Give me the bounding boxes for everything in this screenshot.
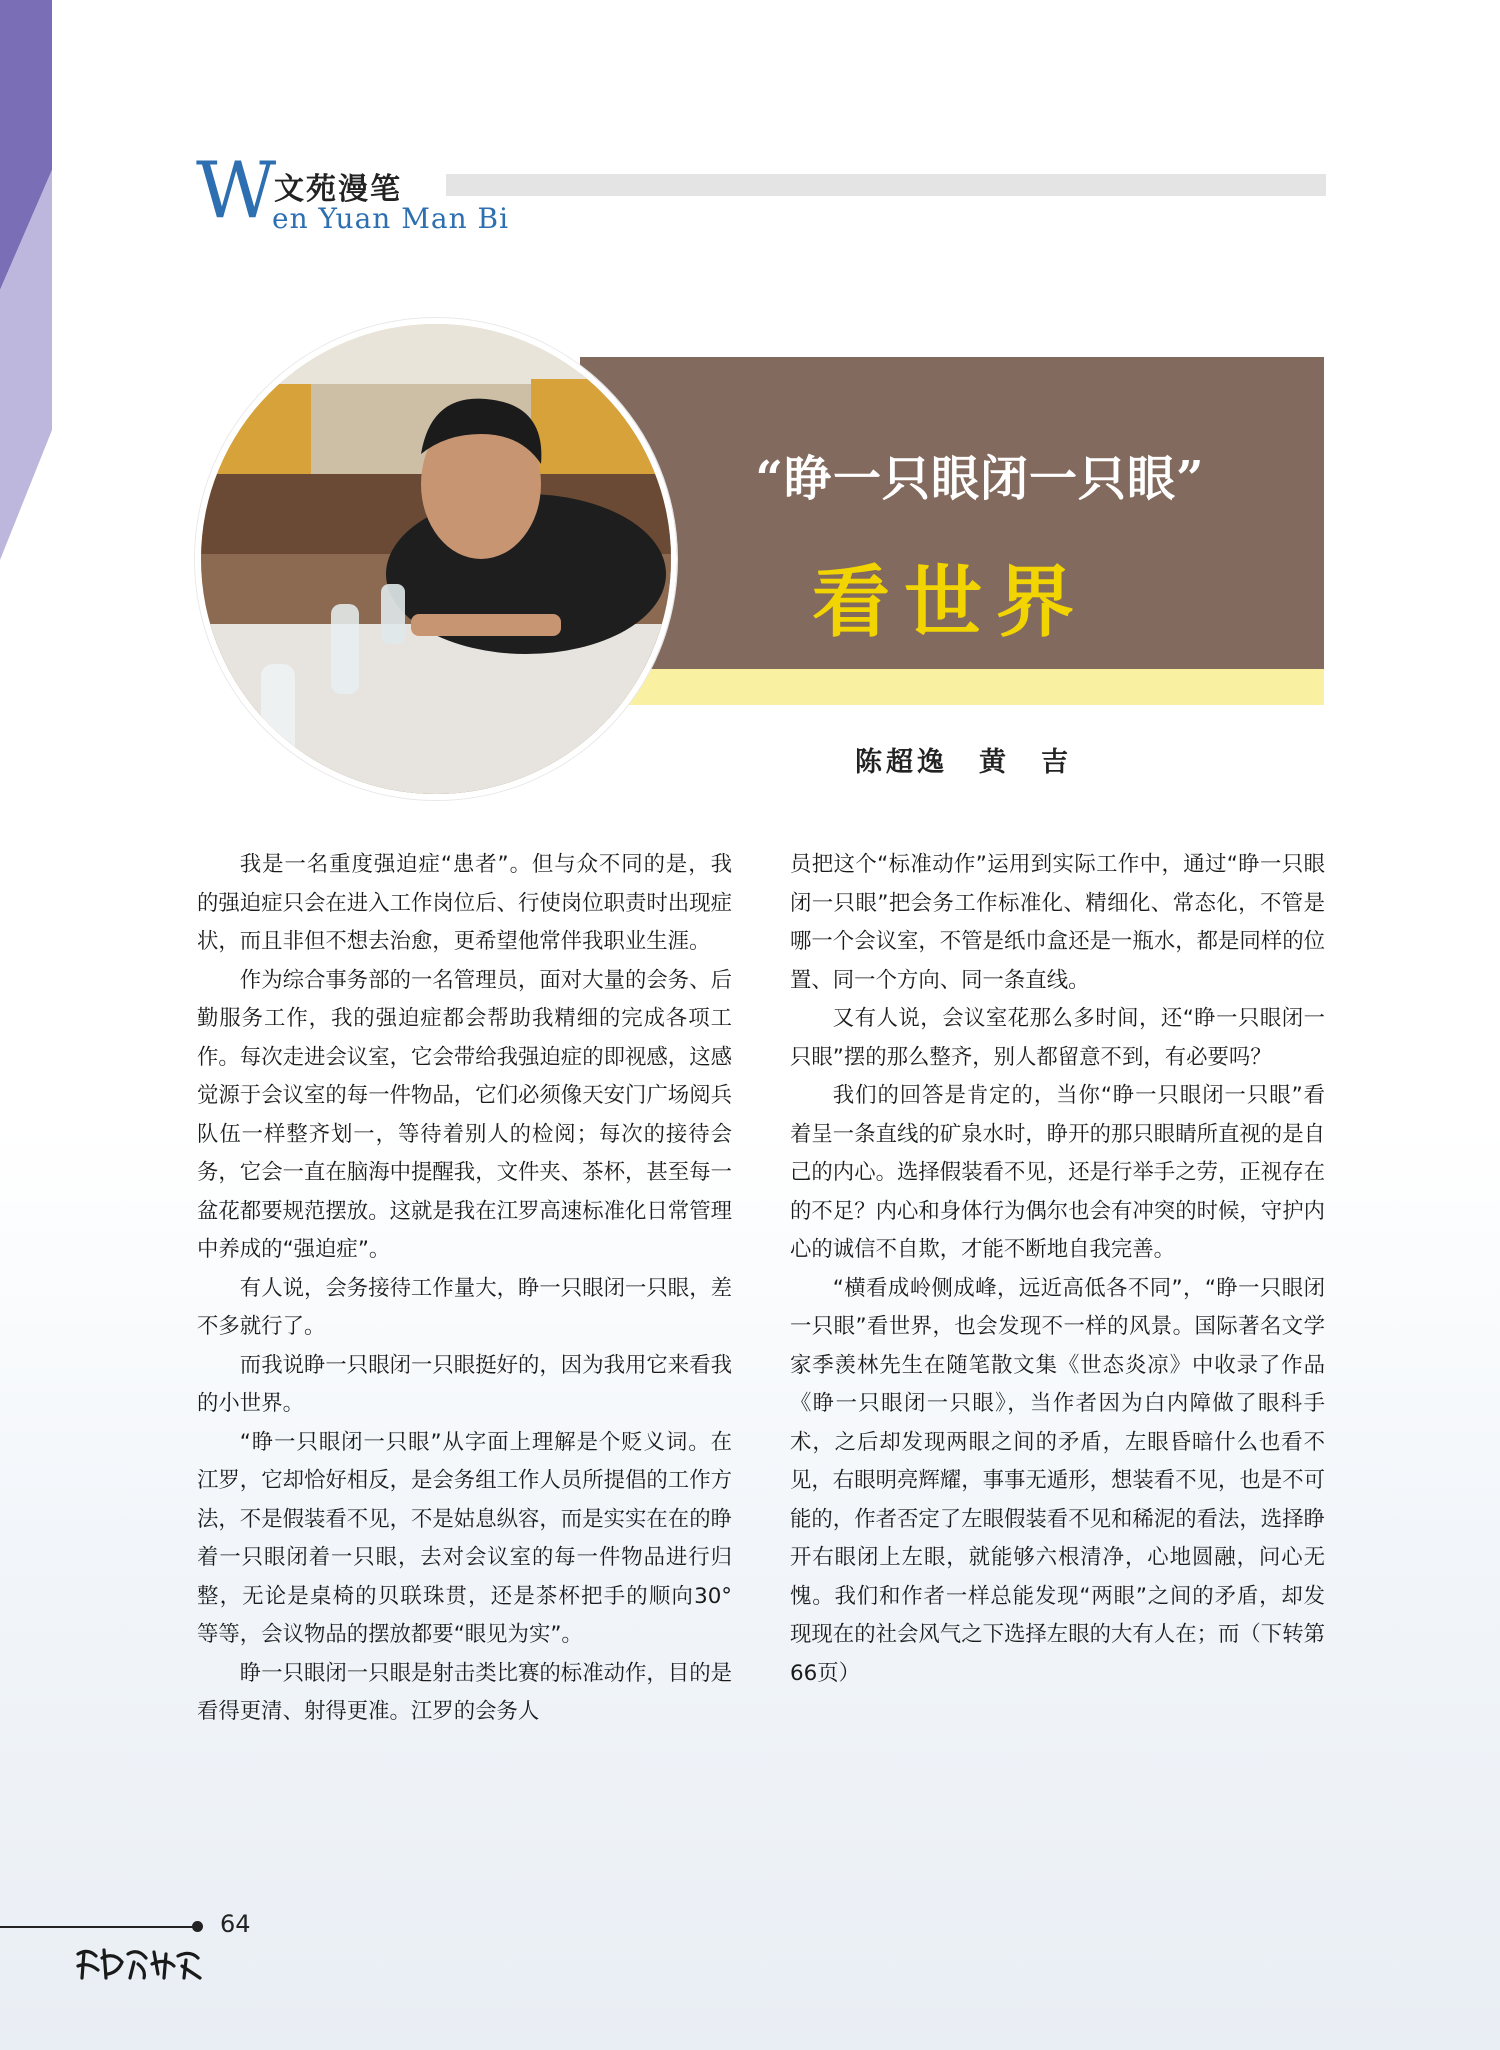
body-paragraph: 我是一名重度强迫症“患者”。但与众不同的是，我的强迫症只会在进入工作岗位后、行使岗位职责时出现症状，而且非但不想去治愈，更希望他常伴我职业生涯。 xyxy=(197,852,732,954)
body-paragraph: “横看成岭侧成峰，远近高低各不同”，“睁一只眼闭一只眼”看世界，也会发现不一样的风景。国际著名文学家季羡林先生在随笔散文集《世态炎凉》中收录了作品《睁一只眼闭一只眼》，当作者因为白内障做了眼科手术，之后却发现两眼之间的矛盾，左眼昏暗什么也看不见，右眼明亮辉耀，事事无遁形，想装看不见，也是不可能的，作者否定了左眼假装看不见和稀泥的看法，选择睁开右眼闭上左眼，就能够六根清净，心地圆融，问心无愧。我们和作者一样总能发现“两眼”之间的矛盾，却发现现在的社会风气之下选择左眼的大有人在；而（下转第66页） xyxy=(790,1275,1325,1686)
corner-decoration xyxy=(0,0,52,560)
column-title-en: en Yuan Man Bi xyxy=(272,202,510,235)
body-paragraph: 作为综合事务部的一名管理员，面对大量的会务、后勤服务工作，我的强迫症都会帮助我精细的完成各项工作。每次走进会议室，它会带给我强迫症的即视感，这感觉源于会议室的每一件物品，它们必须像天安门广场阅兵队伍一样整齐划一，等待着别人的检阅；每次的接待会务，它会一直在脑海中提醒我，文件夹、茶杯，甚至每一盆花都要规范摆放。这就是我在江罗高速标准化日常管理中养成的“强迫症”。 xyxy=(197,967,732,1262)
header-rule xyxy=(446,174,1326,196)
article-title-line1: “睁一只眼闭一只眼” xyxy=(755,451,1205,507)
body-paragraph: 有人说，会务接待工作量大，睁一只眼闭一只眼，差不多就行了。 xyxy=(197,1275,732,1339)
column-title-cn: 文苑漫笔 xyxy=(274,172,402,207)
column-header xyxy=(196,146,1326,240)
body-paragraph: 我们的回答是肯定的，当你“睁一只眼闭一只眼”看着呈一条直线的矿泉水时，睁开的那只眼睛所直视的是自己的内心。选择假装看不见，还是行举手之劳，正视存在的不足？内心和身体行为偶尔也会有冲突的时候，守护内心的诚信不自欺，才能不断地自我完善。 xyxy=(790,1083,1325,1262)
column-initial: W xyxy=(196,146,277,236)
article-title-line2: 看世界 xyxy=(811,558,1088,648)
body-paragraph: “睁一只眼闭一只眼”从字面上理解是个贬义词。在江罗，它却恰好相反，是会务组工作人员所提倡的工作方法，不是假装看不见，不是姑息纵容，而是实实在在的睁着一只眼闭着一只眼，去对会议室的每一件物品进行归整，无论是桌椅的贝联珠贯，还是茶杯把手的顺向30° 等等，会议物品的摆放都要“眼见为实”。 xyxy=(197,1429,732,1647)
body-paragraph: 而我说睁一只眼闭一只眼挺好的，因为我用它来看我的小世界。 xyxy=(197,1352,732,1416)
body-paragraph: 员把这个“标准动作”运用到实际工作中，通过“睁一只眼闭一只眼”把会务工作标准化、精细化、常态化，不管是哪一个会议室，不管是纸巾盒还是一瓶水，都是同样的位置、同一个方向、同一条直线。 xyxy=(790,852,1325,993)
article-authors: 陈超逸 黄 吉 xyxy=(855,747,1072,778)
body-paragraph: 又有人说，会议室花那么多时间，还“睁一只眼闭一只眼”摆的那么整齐，别人都留意不到，有必要吗？ xyxy=(790,1006,1325,1070)
body-column-left xyxy=(197,846,732,1732)
page-number: 64 xyxy=(220,1910,251,1938)
article-photo xyxy=(195,318,677,800)
title-band-stripe xyxy=(560,669,1324,705)
body-paragraph: 睁一只眼闭一只眼是射击类比赛的标准动作，目的是看得更清、射得更准。江罗的会务人 xyxy=(197,1660,732,1724)
body-column-right xyxy=(790,846,1325,1693)
magazine-logo xyxy=(74,1944,204,1988)
footer-rule xyxy=(0,1926,196,1928)
footer-dot xyxy=(192,1921,203,1932)
